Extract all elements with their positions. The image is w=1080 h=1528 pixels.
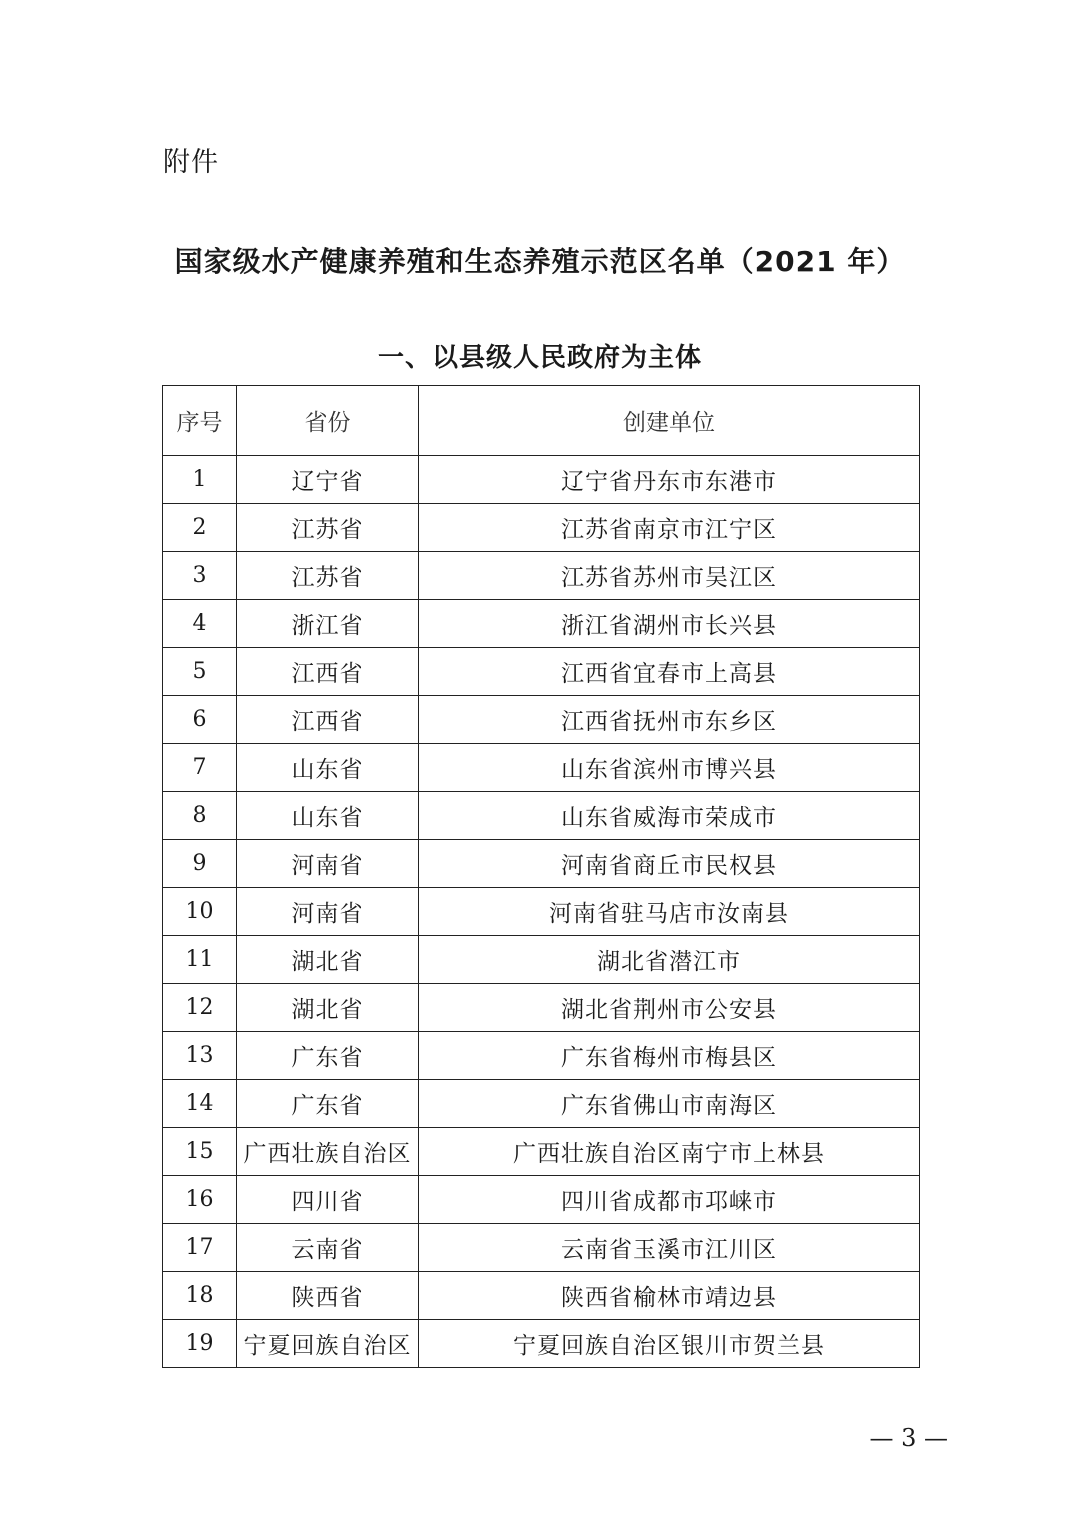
row-number-cell: 2 <box>163 504 237 552</box>
province-cell: 山东省 <box>237 792 419 840</box>
table-row <box>163 1320 920 1368</box>
page-number: — 3 — <box>869 1424 948 1452</box>
province-cell: 江苏省 <box>237 552 419 600</box>
table-row <box>163 888 920 936</box>
unit-cell: 广东省梅州市梅县区 <box>419 1032 920 1080</box>
row-number-cell: 6 <box>163 696 237 744</box>
row-number-cell: 10 <box>163 888 237 936</box>
table-row <box>163 456 920 504</box>
province-cell: 山东省 <box>237 744 419 792</box>
unit-cell: 江苏省苏州市吴江区 <box>419 552 920 600</box>
row-number-cell: 13 <box>163 1032 237 1080</box>
table-row <box>163 744 920 792</box>
table-row <box>163 600 920 648</box>
unit-cell: 江西省宜春市上高县 <box>419 648 920 696</box>
row-number-cell: 9 <box>163 840 237 888</box>
row-number-cell: 1 <box>163 456 237 504</box>
province-cell: 浙江省 <box>237 600 419 648</box>
unit-cell: 湖北省荆州市公安县 <box>419 984 920 1032</box>
province-cell: 云南省 <box>237 1224 419 1272</box>
unit-cell: 辽宁省丹东市东港市 <box>419 456 920 504</box>
unit-cell: 江西省抚州市东乡区 <box>419 696 920 744</box>
province-cell: 江西省 <box>237 648 419 696</box>
row-number-cell: 16 <box>163 1176 237 1224</box>
unit-cell: 云南省玉溪市江川区 <box>419 1224 920 1272</box>
province-cell: 广东省 <box>237 1032 419 1080</box>
province-cell: 陕西省 <box>237 1272 419 1320</box>
demonstration-zone-table <box>162 385 920 1368</box>
unit-cell: 广东省佛山市南海区 <box>419 1080 920 1128</box>
unit-cell: 河南省驻马店市汝南县 <box>419 888 920 936</box>
row-number-cell: 5 <box>163 648 237 696</box>
table-row <box>163 1224 920 1272</box>
province-cell: 江苏省 <box>237 504 419 552</box>
row-number-cell: 18 <box>163 1272 237 1320</box>
province-cell: 湖北省 <box>237 936 419 984</box>
unit-cell: 江苏省南京市江宁区 <box>419 504 920 552</box>
province-cell: 广东省 <box>237 1080 419 1128</box>
table-row <box>163 552 920 600</box>
table-row <box>163 792 920 840</box>
row-number-cell: 15 <box>163 1128 237 1176</box>
table-row <box>163 1080 920 1128</box>
row-number-cell: 19 <box>163 1320 237 1368</box>
unit-cell: 宁夏回族自治区银川市贺兰县 <box>419 1320 920 1368</box>
province-cell: 广西壮族自治区 <box>237 1128 419 1176</box>
unit-cell: 山东省威海市荣成市 <box>419 792 920 840</box>
unit-cell: 四川省成都市邛崃市 <box>419 1176 920 1224</box>
province-cell: 河南省 <box>237 840 419 888</box>
table-row <box>163 696 920 744</box>
table-header-row <box>163 386 920 456</box>
section-title: 一、以县级人民政府为主体 <box>377 343 702 373</box>
province-cell: 江西省 <box>237 696 419 744</box>
row-number-cell: 3 <box>163 552 237 600</box>
row-number-cell: 14 <box>163 1080 237 1128</box>
table-row <box>163 648 920 696</box>
province-cell: 河南省 <box>237 888 419 936</box>
table-row <box>163 1128 920 1176</box>
province-cell: 辽宁省 <box>237 456 419 504</box>
province-cell: 宁夏回族自治区 <box>237 1320 419 1368</box>
province-cell: 四川省 <box>237 1176 419 1224</box>
row-number-cell: 17 <box>163 1224 237 1272</box>
table-row <box>163 984 920 1032</box>
unit-cell: 湖北省潜江市 <box>419 936 920 984</box>
document-title: 国家级水产健康养殖和生态养殖示范区名单（2021 年） <box>174 245 906 278</box>
table-row <box>163 1176 920 1224</box>
unit-cell: 山东省滨州市博兴县 <box>419 744 920 792</box>
attachment-label: 附件 <box>163 147 219 178</box>
row-number-cell: 4 <box>163 600 237 648</box>
column-header-unit: 创建单位 <box>419 386 920 456</box>
column-header-province: 省份 <box>237 386 419 456</box>
unit-cell: 浙江省湖州市长兴县 <box>419 600 920 648</box>
unit-cell: 广西壮族自治区南宁市上林县 <box>419 1128 920 1176</box>
table-row <box>163 504 920 552</box>
column-header-number: 序号 <box>163 386 237 456</box>
row-number-cell: 11 <box>163 936 237 984</box>
row-number-cell: 12 <box>163 984 237 1032</box>
unit-cell: 陕西省榆林市靖边县 <box>419 1272 920 1320</box>
table-body <box>163 456 920 1368</box>
table-row <box>163 1032 920 1080</box>
row-number-cell: 7 <box>163 744 237 792</box>
unit-cell: 河南省商丘市民权县 <box>419 840 920 888</box>
province-cell: 湖北省 <box>237 984 419 1032</box>
table-row <box>163 840 920 888</box>
row-number-cell: 8 <box>163 792 237 840</box>
table-row <box>163 1272 920 1320</box>
table-row <box>163 936 920 984</box>
